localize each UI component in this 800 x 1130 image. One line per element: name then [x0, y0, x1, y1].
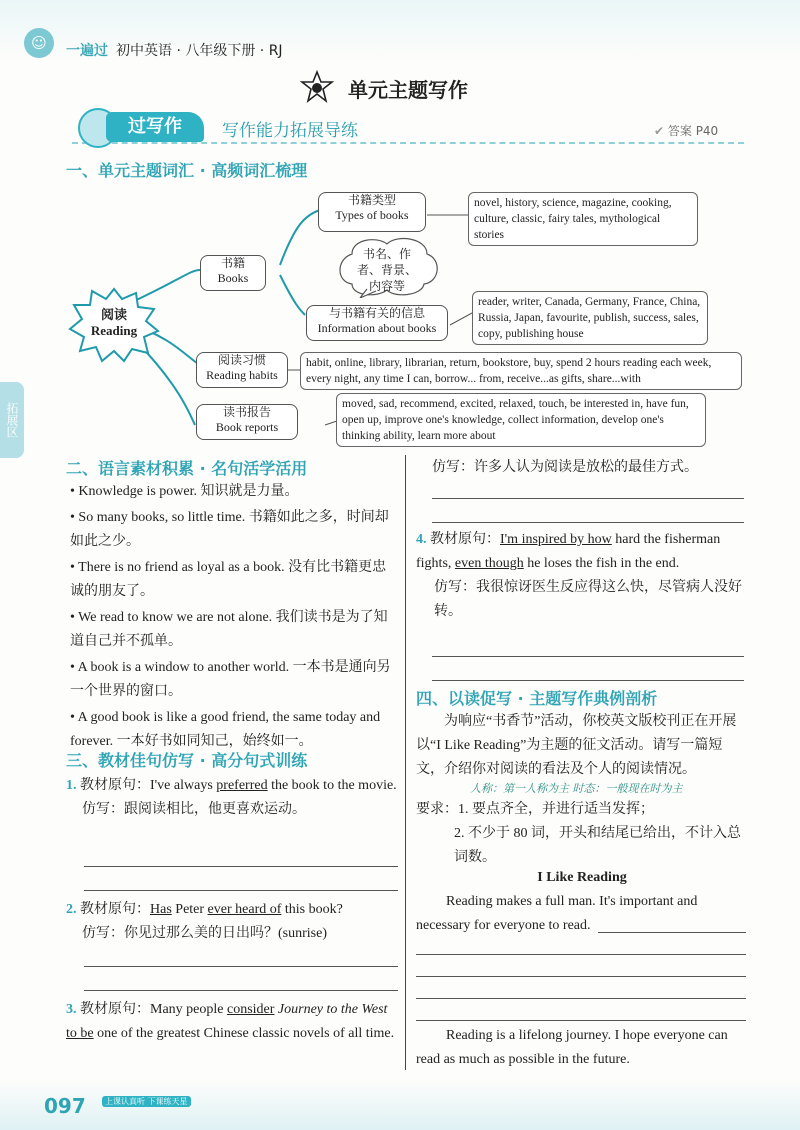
- quote-item: • A book is a window to another world. 一本书是通向另一个世界的窗口。: [70, 660, 391, 699]
- quote-text: So many books, so little time. 书籍如此之多，时间却如此之少。: [70, 510, 389, 549]
- orig-text: the book to the movie.: [267, 778, 397, 793]
- item-number: 2.: [66, 902, 77, 917]
- footer-tag: 上课认真听 下课练天星: [102, 1096, 191, 1107]
- answer-line[interactable]: [432, 522, 744, 523]
- banner-subtitle: 写作能力拓展导练: [222, 121, 358, 141]
- item-4: [416, 528, 748, 624]
- orig-text: 教材原句：I've always: [80, 778, 217, 793]
- orig-underlined: Has: [150, 902, 172, 917]
- orig-text: hard the fisherman fights,: [416, 532, 721, 571]
- node-types: [318, 192, 426, 232]
- handwritten-note: 人称：第一人称为主 时态：一般现在时为主: [470, 782, 683, 795]
- section3-heading: 三、教材佳句仿写 · 高分句式训练: [66, 751, 308, 770]
- node-books: [200, 255, 266, 291]
- books-zh: 书籍: [220, 256, 245, 270]
- answer-line[interactable]: [416, 998, 746, 999]
- quote-item: • We read to know we are not alone. 我们读书是为了知道自己并不孤单。: [70, 610, 388, 649]
- answer-reference: [654, 122, 718, 139]
- imitate-prompt: 仿写：跟阅读相比，他更喜欢运动。: [82, 802, 306, 817]
- thought-cloud-text: 书名、作者、背景、内容等: [356, 247, 417, 293]
- brand-name: 一遍过: [66, 43, 108, 59]
- answer-line[interactable]: [416, 954, 746, 955]
- essay-opening: Reading makes a full man. It's important and necessary for everyone to read.: [416, 894, 698, 933]
- item-1: [66, 774, 400, 822]
- reports-en: Book reports: [215, 420, 279, 434]
- orig-underlined: I'm inspired by how: [500, 532, 612, 547]
- answer-text: 答案 P40: [667, 124, 719, 138]
- reports-words: moved, sad, recommend, excited, relaxed, touch, be interested in, have fun, open up, improve one's knowledge, collect information, develop one's thinking ability, learn more about: [336, 393, 706, 447]
- quote-item: • So many books, so little time. 书籍如此之多，时间却如此之少。: [70, 510, 389, 549]
- orig-underlined: ever heard of: [207, 902, 282, 917]
- item-number: 1.: [66, 778, 77, 793]
- answer-line[interactable]: [432, 656, 744, 657]
- orig-underlined: consider: [226, 1002, 275, 1017]
- types-words: novel, history, science, magazine, cooking, culture, classic, fairy tales, mythological stories: [468, 192, 698, 246]
- page-number: 097: [44, 1094, 86, 1118]
- item-number: 3.: [66, 1002, 77, 1017]
- quote-list: [70, 480, 400, 754]
- imitate-prompt: 仿写：你见过那么美的日出吗？(sunrise): [82, 926, 327, 941]
- essay-ending: Reading is a lifelong journey. I hope everyone can read as much as possible in the future.: [416, 1028, 728, 1067]
- answer-line[interactable]: [84, 990, 398, 991]
- quote-text: We read to know we are not alone. 我们读书是为了知道自己并不孤单。: [70, 610, 388, 649]
- quote-item: • There is no friend as loyal as a book. 没有比书籍更忠诚的朋友了。: [70, 560, 387, 599]
- habits-en: Reading habits: [206, 368, 278, 382]
- answer-line[interactable]: [84, 866, 398, 867]
- writing-prompt: 为响应“书香节”活动，你校英文版校刊正在开展以“I Like Reading”为主题的征文活动。请写一篇短文，介绍你对阅读的看法及个人的阅读情况。: [416, 714, 737, 777]
- item-number: 4.: [416, 532, 427, 547]
- requirement-2: 2. 不少于 80 词，开头和结尾已给出，不计入总词数。: [454, 826, 741, 865]
- orig-text: he loses the fish in the end.: [523, 556, 680, 571]
- orig-underlined: preferred: [216, 778, 268, 793]
- banner-label: 过写作: [106, 112, 204, 142]
- orig-text: Peter: [171, 902, 208, 917]
- orig-underlined: even though: [454, 556, 524, 571]
- books-en: Books: [217, 271, 249, 285]
- answer-line[interactable]: [416, 976, 746, 977]
- node-info: [306, 305, 448, 341]
- info-en: Information about books: [317, 321, 437, 335]
- answer-line[interactable]: [84, 890, 398, 891]
- node-reports: [196, 404, 298, 440]
- orig-text: one of the greatest Chinese classic novels of all time.: [93, 1026, 395, 1041]
- column-divider: [405, 455, 406, 1070]
- answer-line[interactable]: [416, 1020, 746, 1021]
- answer-line[interactable]: [598, 932, 746, 933]
- answer-line[interactable]: [432, 680, 744, 681]
- imitate-prompt: 仿写：我很惊讶医生反应得这么快，尽管病人没好转。: [434, 580, 742, 619]
- essay-title: I Like Reading: [537, 870, 627, 885]
- mindmap-center: [76, 307, 152, 339]
- orig-text: 教材原句：: [430, 532, 500, 547]
- answer-line[interactable]: [84, 966, 398, 967]
- book-info: 初中英语 · 八年级下册 · RJ: [116, 43, 283, 59]
- section2-heading: 二、语言素材积累 · 名句活学活用: [66, 459, 308, 478]
- orig-text: 教材原句：: [80, 902, 150, 917]
- page-title: 单元主题写作: [348, 78, 468, 102]
- answer-line[interactable]: [432, 498, 744, 499]
- info-zh: 与书籍有关的信息: [328, 306, 425, 320]
- quote-text: A good book is like a good friend, the same today and forever. 一本好书如同知己，始终如一。: [70, 710, 381, 749]
- quote-text: There is no friend as loyal as a book. 没有比书籍更忠诚的朋友了。: [70, 560, 387, 599]
- section1-heading: 一、单元主题词汇 · 高频词汇梳理: [66, 161, 308, 180]
- requirement-1: 要求：1. 要点齐全，并进行适当发挥；: [416, 802, 654, 817]
- side-tab: 拓展区: [0, 382, 24, 458]
- quote-item: • A good book is like a good friend, the same today and forever. 一本好书如同知己，始终如一。: [70, 710, 381, 749]
- check-icon: ✔: [654, 124, 668, 138]
- orig-underlined: to be: [66, 1026, 94, 1041]
- types-en: Types of books: [335, 208, 409, 222]
- orig-text: 教材原句：Many people: [80, 1002, 227, 1017]
- star-badge-icon: [300, 70, 334, 104]
- center-en: Reading: [90, 323, 138, 338]
- types-zh: 书籍类型: [347, 193, 396, 207]
- item-2: [66, 898, 400, 946]
- quote-text: Knowledge is power. 知识就是力量。: [78, 484, 299, 499]
- orig-text: this book?: [281, 902, 343, 917]
- center-zh: 阅读: [100, 307, 127, 322]
- item-3: [66, 998, 400, 1046]
- brand-logo-icon: ☺: [24, 28, 54, 58]
- section4-heading: 四、以读促写 · 主题写作典例剖析: [416, 689, 658, 708]
- item-3-imitate: 仿写：许多人认为阅读是放松的最佳方式。: [432, 460, 698, 475]
- node-habits: [196, 352, 288, 388]
- habits-words: habit, online, library, librarian, return, bookstore, buy, spend 2 hours reading each week, every night, any time I can, borrow... from, receive...as gifts, share...with: [300, 352, 742, 390]
- quote-text: A book is a window to another world. 一本书是通向另一个世界的窗口。: [70, 660, 391, 699]
- quote-item: • Knowledge is power. 知识就是力量。: [70, 484, 299, 499]
- orig-italic: Journey to the West: [277, 1002, 388, 1017]
- habits-zh: 阅读习惯: [217, 353, 266, 367]
- reports-zh: 读书报告: [222, 405, 271, 419]
- info-words: reader, writer, Canada, Germany, France, China, Russia, Japan, favourite, publish, success, sales, copy, publishing house: [472, 291, 708, 345]
